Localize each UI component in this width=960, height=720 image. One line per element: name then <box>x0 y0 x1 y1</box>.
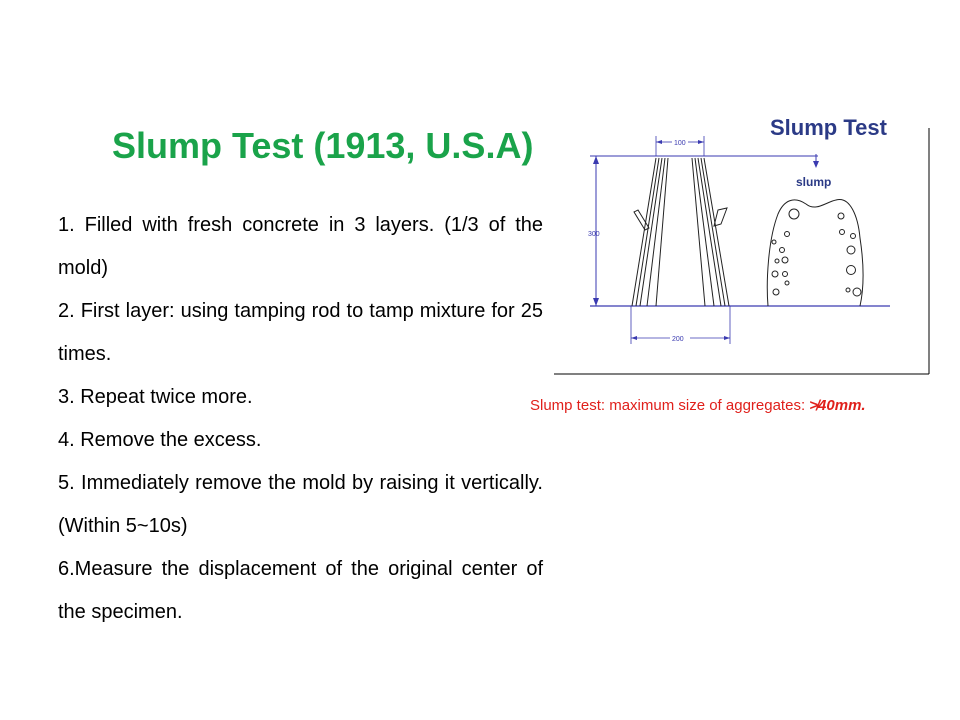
step-5: 5. Immediately remove the mold by raising it vertically. (Within 5~10s) <box>58 472 543 537</box>
slide-title: Slump Test (1913, U.S.A) <box>112 125 534 166</box>
step-3: 3. Repeat twice more. <box>58 386 253 408</box>
caption-text: Slump test: maximum size of aggregates: <box>530 397 810 414</box>
figure-title: Slump Test <box>770 115 887 140</box>
slumped-concrete <box>767 199 863 306</box>
step-6: 6.Measure the displacement of the original center of the specimen. <box>58 558 543 623</box>
slump-label: slump <box>796 175 832 189</box>
not-greater-than-symbol: ≯ <box>809 397 819 414</box>
slump-cone-mold <box>632 158 729 306</box>
step-1: 1. Filled with fresh concrete in 3 layers. (1/3 of the mold) <box>58 214 543 279</box>
slump-test-diagram <box>554 112 932 376</box>
height-dimension-label: 300 <box>588 231 600 238</box>
caption <box>530 396 866 416</box>
step-2: 2. First layer: using tamping rod to tamp mixture for 25 times. <box>58 300 543 365</box>
caption-value: 40mm. <box>818 397 866 414</box>
top-width-dimension-label: 100 <box>674 140 686 147</box>
step-4: 4. Remove the excess. <box>58 429 262 451</box>
procedure-steps <box>58 204 543 634</box>
bottom-width-dimension-label: 200 <box>672 336 684 343</box>
slump-test-figure <box>554 112 932 376</box>
